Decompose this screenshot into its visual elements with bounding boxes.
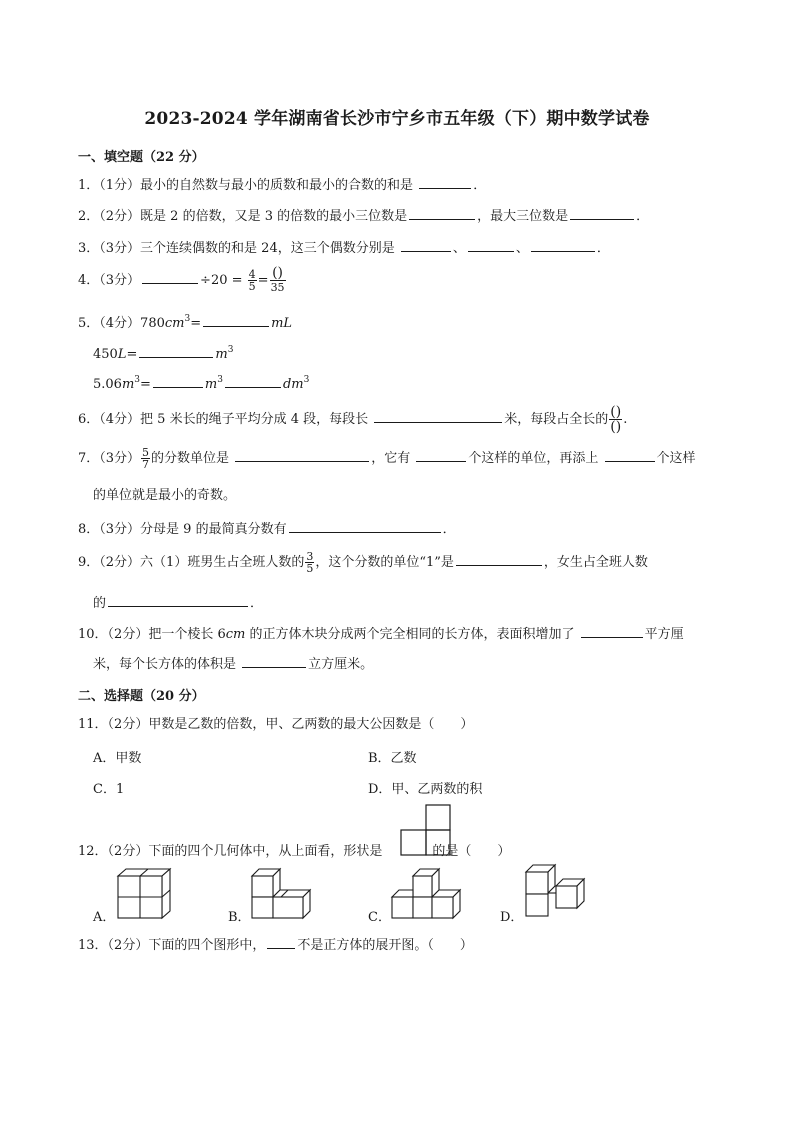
answer-blank[interactable] [374,408,502,423]
question-5: 5．（4分）$780cm^3=$ mL [78,314,293,331]
question-3: 3．（3分）三个连续偶数的和是 24，这三个偶数分别是 、 、 ． [78,237,610,258]
solid-option-d-icon[interactable] [524,862,588,920]
answer-blank[interactable] [139,343,213,358]
section-choice-title: 二、选择题（20 分） [78,689,205,704]
question-12: 12．（2分）下面的四个几何体中，从上面看，形状是 的是（ ） [78,844,511,859]
answer-blank[interactable] [570,205,634,220]
question-8: 8．（3分）分母是 9 的最简真分数有 ． [78,518,456,539]
answer-blank[interactable] [108,592,248,607]
option-a-label[interactable]: A． [93,910,116,925]
exam-title: 2023-2024 学年湖南省长沙市宁乡市五年级（下）期中数学试卷 [144,109,650,129]
option-d[interactable]: D．甲、乙两数的积 [368,782,483,797]
answer-blank[interactable] [416,447,466,462]
question-6-text: 6．（4分）把 5 米长的绳子平均分成 4 段，每段长 [78,412,369,427]
answer-blank[interactable] [456,551,542,566]
fraction: $\frac{4}{5}$ [248,268,256,293]
answer-blank[interactable] [225,373,281,388]
answer-blank[interactable] [419,174,471,189]
answer-blank[interactable] [203,312,269,327]
fraction-blank[interactable]: $\frac{()}{()}$ [610,404,622,435]
question-5-line-2: $450L= m^3$ [93,345,234,362]
answer-blank[interactable] [153,373,203,388]
question-7-line-2: 的单位就是最小的奇数。 [93,488,237,503]
question-10-line-2: 米，每个长方体的体积是 立方厘米。 [93,653,373,674]
answer-blank[interactable] [531,237,595,252]
question-13: 13．（2分）下面的四个图形中， 不是正方体的展开图。（ ） [78,934,473,955]
question-1: 1．（1分）最小的自然数与最小的质数和最小的合数的和是 ． [78,174,486,195]
question-3-text: 3．（3分）三个连续偶数的和是 24，这三个偶数分别是 [78,241,395,256]
option-b-label[interactable]: B． [228,910,251,925]
fraction: $\frac{5}{7}$ [142,446,150,471]
question-1-text: 1．（1分）最小的自然数与最小的质数和最小的合数的和是 [78,178,414,193]
question-4-text: 4．（3分） [78,273,141,288]
answer-blank[interactable] [235,447,369,462]
answer-blank[interactable] [581,623,643,638]
section-fill-in-title: 一、填空题（22 分） [78,150,205,165]
solid-option-c-icon[interactable] [390,866,462,920]
answer-blank[interactable] [242,653,306,668]
answer-blank[interactable] [605,447,655,462]
question-9-line-2: 的 ． [93,592,263,613]
solid-option-a-icon[interactable] [116,866,172,920]
answer-blank[interactable] [289,518,441,533]
fraction-blank[interactable]: $\frac{()}{35}$ [270,265,285,294]
question-2: 2．（2分）既是 2 的倍数，又是 3 的倍数的最小三位数是 ，最大三位数是 ． [78,205,649,226]
fraction: $\frac{3}{5}$ [306,550,314,575]
option-c-label[interactable]: C． [368,910,391,925]
answer-blank[interactable] [401,237,451,252]
answer-blank[interactable] [468,237,514,252]
question-7: 7．（3分） $\frac{5}{7}$ 的分数单位是 ，它有 个这样的单位，再添上 个这样 [78,446,696,471]
answer-blank[interactable] [267,934,295,949]
question-9: 9．（2分）六（1）班男生占全班人数的 $\frac{3}{5}$ ，这个分数的单位“1”是 ，女生占全班人数 [78,550,648,575]
question-6: 6．（4分）把 5 米长的绳子平均分成 4 段，每段长 米，每段占全长的 $\frac{()}{()}$ . [78,404,628,435]
question-11: 11．（2分）甲数是乙数的倍数，甲、乙两数的最大公因数是（ ） [78,717,474,732]
question-5-line-3: $5.06m^3= m^3$ $dm^3$ [93,375,310,392]
option-a[interactable]: A．甲数 [93,751,142,766]
option-c[interactable]: C．1 [93,782,125,797]
question-2-text: 2．（2分）既是 2 的倍数，又是 3 的倍数的最小三位数是 [78,209,408,224]
answer-blank[interactable] [142,269,198,284]
question-10: 10．（2分）把一个棱长 6cm 的正方体木块分成两个完全相同的长方体，表面积增加了 平方厘 [78,623,684,644]
solid-option-b-icon[interactable] [250,866,312,920]
option-d-label[interactable]: D． [500,910,524,925]
question-4: 4．（3分） ÷20 = $\frac{4}{5}$ = $\frac{()}{35}$ [78,265,285,294]
top-view-shape-icon [400,804,452,858]
option-b[interactable]: B．乙数 [368,751,417,766]
answer-blank[interactable] [409,205,475,220]
